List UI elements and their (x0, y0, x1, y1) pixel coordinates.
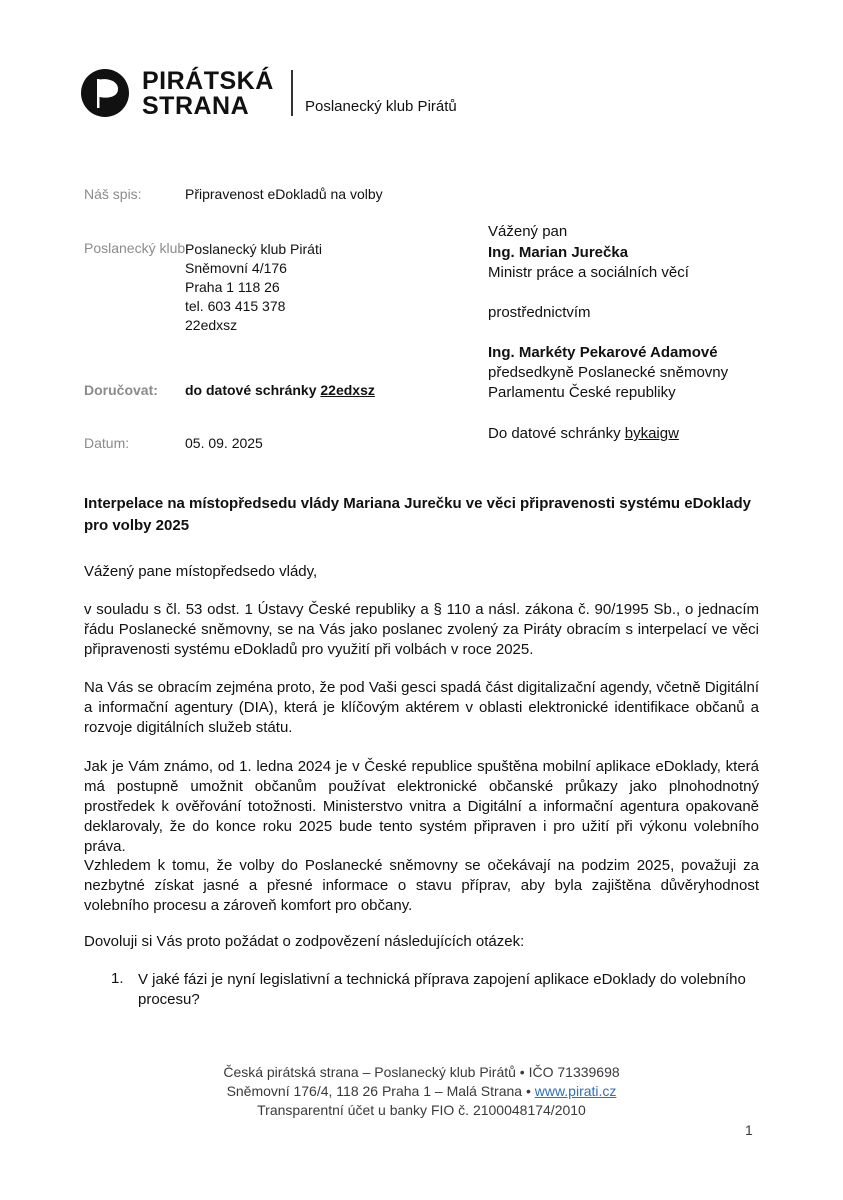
sender-address-line: tel. 603 415 378 (185, 298, 286, 314)
sender-club-label: Poslanecký klub: (84, 240, 190, 256)
footer-line2 (0, 1082, 843, 1101)
recipient-via-name: Ing. Markéty Pekarové Adamové (488, 344, 718, 361)
footer-website-link[interactable]: www.pirati.cz (534, 1083, 617, 1099)
header-divider (291, 70, 293, 116)
sender-address-line: Poslanecký klub Piráti (185, 241, 322, 257)
question-text: V jaké fázi je nyní legislativní a technická příprava zapojení aplikace eDoklady do volebního procesu? (138, 971, 746, 1008)
header-club-name: Poslanecký klub Pirátů (305, 98, 457, 115)
pirate-party-logo-icon (80, 68, 130, 118)
date-label: Datum: (84, 435, 130, 451)
paragraph-request: Dovoluji si Vás proto požádat o zodpovězení následujících otázek: (84, 933, 525, 950)
brand-name-line2: STRANA (142, 92, 250, 120)
delivery-prefix: do datové schránky (185, 382, 317, 398)
paragraph-legal-basis: v souladu s čl. 53 odst. 1 Ústavy České republiky a § 110 a násl. zákona č. 90/1995 Sb., o jednacím řádu Poslanecké sněmovny, se na Vás jako poslanec zvolený za Piráty obracím s interpelací ve věci připravenosti systému eDokladů pro využití při volbách v roce 2025. (84, 601, 759, 658)
sender-address-line: 22edxsz (185, 317, 238, 333)
question-number: 1. (111, 970, 124, 987)
recipient-via: prostřednictvím (488, 304, 591, 321)
sender-address-block (185, 240, 322, 335)
recipient-databox (488, 424, 679, 444)
page-number: 1 (745, 1122, 753, 1138)
footer-line1: Česká pirátská strana – Poslanecký klub Pirátů • IČO 71339698 (223, 1064, 620, 1080)
delivery-value (185, 382, 375, 398)
recipient-salutation: Vážený pan (488, 223, 568, 240)
file-ref-value: Připravenost eDokladů na volby (185, 186, 383, 202)
letter-subject: Interpelace na místopředsedu vlády Mariana Jurečku ve věci připravenosti systému eDoklady pro volby 2025 (84, 495, 751, 534)
sender-address-line: Sněmovní 4/176 (185, 260, 287, 276)
recipient-via-title2: Parlamentu České republiky (488, 384, 676, 401)
delivery-databox-id: 22edxsz (320, 382, 375, 398)
recipient-via-title1: předsedkyně Poslanecké sněmovny (488, 364, 729, 381)
brand-name-line1: PIRÁTSKÁ (142, 67, 274, 95)
letter-greeting: Vážený pane místopředsedo vlády, (84, 563, 318, 580)
recipient-name: Ing. Marian Jurečka (488, 244, 629, 261)
delivery-label: Doručovat: (84, 382, 158, 398)
footer-address: Sněmovní 176/4, 118 26 Praha 1 – Malá Strana • (226, 1083, 531, 1099)
paragraph-context: Jak je Vám známo, od 1. ledna 2024 je v České republice spuštěna mobilní aplikace eDoklady, která má postupně umožnit občanům používat elektronické občanské průkazy jako plnohodnotný prostředek k ověřování totožnosti. Ministerstvo vnitra a Digitální a informační agentura opakovaně deklarovaly, že do konce roku 2025 bude tento systém připraven i pro užití při výkonu volebního práva. (84, 758, 759, 855)
date-value: 05. 09. 2025 (185, 435, 263, 451)
footer-line3: Transparentní účet u banky FIO č. 2100048174/2010 (257, 1102, 586, 1118)
recipient-databox-prefix: Do datové schránky (488, 425, 621, 442)
paragraph-motivation: Vzhledem k tomu, že volby do Poslanecké sněmovny se očekávají na podzim 2025, považuji za nezbytné získat jasné a přesné informace o stavu příprav, aby byla zajištěna důvěryhodnost volebního procesu a zároveň komfort pro občany. (84, 857, 759, 914)
recipient-title: Ministr práce a sociálních věcí (488, 264, 689, 281)
file-ref-label: Náš spis: (84, 186, 142, 202)
sender-address-line: Praha 1 118 26 (185, 279, 280, 295)
recipient-databox-id: bykaigw (624, 425, 679, 442)
paragraph-reason: Na Vás se obracím zejména proto, že pod Vaši gesci spadá část digitalizační agendy, včetně Digitální a informační agentury (DIA), která je klíčovým aktérem v oblasti elektronické identifikace občanů a rozvoje digitálních služeb státu. (84, 679, 759, 736)
